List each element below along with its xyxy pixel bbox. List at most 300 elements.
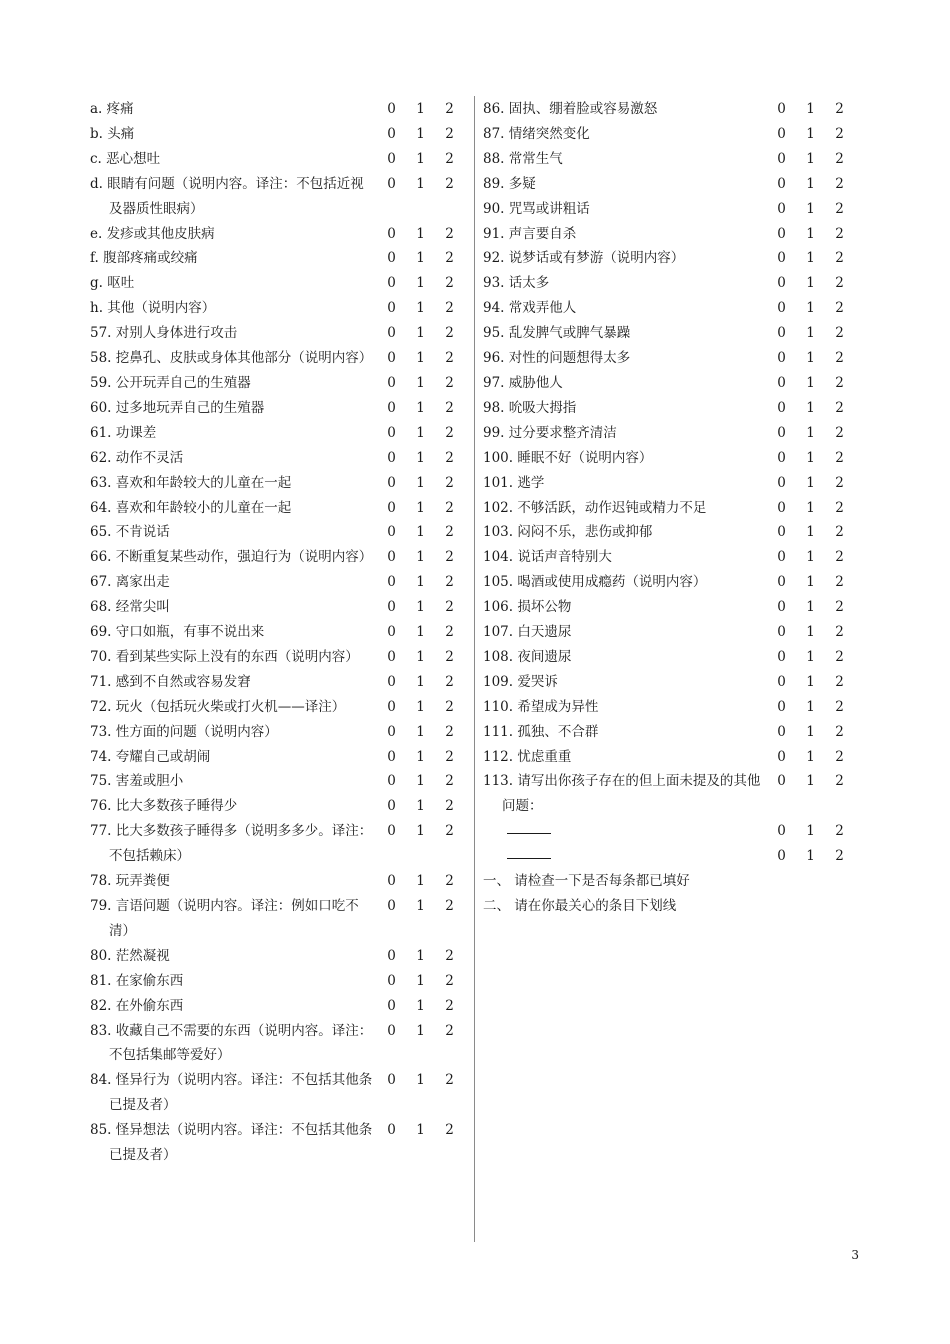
score-option-1[interactable]: 1	[806, 250, 815, 267]
score-option-1[interactable]: 1	[416, 997, 425, 1014]
item-text: 87. 情绪突然变化	[483, 125, 590, 142]
checklist-item	[90, 794, 452, 819]
score-option-2[interactable]: 2	[835, 150, 844, 167]
item-text: a. 疼痛	[90, 101, 134, 117]
score-option-2[interactable]: 2	[445, 1022, 454, 1039]
score-option-0[interactable]: 0	[387, 624, 396, 641]
checklist-item	[483, 222, 844, 247]
item-text: f. 腹部疼痛或绞痛	[90, 250, 198, 267]
score-option-2[interactable]: 2	[445, 424, 454, 441]
score-option-1[interactable]: 1	[416, 350, 425, 367]
checklist-item	[90, 994, 452, 1019]
checklist-item	[483, 769, 844, 819]
score-option-1[interactable]: 1	[806, 723, 815, 740]
checklist-item	[90, 122, 452, 147]
checklist-item	[483, 745, 844, 770]
checklist-item	[90, 346, 452, 371]
score-option-0[interactable]: 0	[387, 972, 396, 989]
checklist-item	[90, 172, 452, 222]
score-option-0[interactable]: 0	[387, 823, 396, 840]
checklist-item	[90, 496, 452, 521]
score-option-2[interactable]: 2	[445, 449, 454, 466]
score-option-2[interactable]: 2	[445, 773, 454, 790]
score-option-2[interactable]: 2	[835, 325, 844, 342]
score-option-2[interactable]: 2	[445, 399, 454, 416]
item-text: 110. 希望成为异性	[483, 698, 599, 715]
score-option-2[interactable]: 2	[445, 624, 454, 641]
score-option-0[interactable]: 0	[387, 424, 396, 441]
score-option-1[interactable]: 1	[416, 250, 425, 267]
score-option-0[interactable]: 0	[387, 300, 396, 317]
checklist-item	[483, 570, 844, 595]
score-option-0[interactable]: 0	[387, 1072, 396, 1089]
column-divider	[474, 96, 475, 1242]
score-option-1[interactable]: 1	[806, 474, 815, 491]
score-option-0[interactable]: 0	[387, 648, 396, 665]
checklist-item	[483, 421, 844, 446]
score-option-1[interactable]: 1	[416, 698, 425, 715]
score-option-0[interactable]: 0	[387, 574, 396, 591]
score-option-0[interactable]: 0	[777, 748, 786, 765]
score-option-0[interactable]: 0	[387, 1122, 396, 1139]
score-option-2[interactable]: 2	[835, 624, 844, 641]
checklist-item	[483, 246, 844, 271]
score-option-1[interactable]: 1	[416, 225, 425, 242]
score-option-0[interactable]: 0	[387, 723, 396, 740]
score-option-2[interactable]: 2	[835, 773, 844, 790]
item-text: 86. 固执、绷着脸或容易激怒	[483, 101, 658, 117]
score-option-2[interactable]: 2	[835, 424, 844, 441]
checklist-item	[90, 271, 452, 296]
score-option-1[interactable]: 1	[416, 673, 425, 690]
score-option-2[interactable]: 2	[445, 599, 454, 616]
score-option-2[interactable]: 2	[835, 599, 844, 616]
score-option-2[interactable]: 2	[835, 723, 844, 740]
item-text: 91. 声言要自杀	[483, 225, 577, 242]
score-option-1[interactable]: 1	[806, 748, 815, 765]
score-option-2[interactable]: 2	[835, 350, 844, 367]
score-option-0[interactable]: 0	[777, 225, 786, 242]
item-text: 70. 看到某些实际上没有的东西（说明内容）	[90, 648, 359, 665]
score-option-0[interactable]: 0	[387, 474, 396, 491]
score-option-2[interactable]: 2	[835, 125, 844, 142]
item-text: 111. 孤独、不合群	[483, 723, 599, 740]
score-option-1[interactable]: 1	[806, 374, 815, 391]
score-option-0[interactable]: 0	[777, 175, 786, 192]
item-text: 105. 喝酒或使用成瘾药（说明内容）	[483, 574, 707, 591]
score-option-1[interactable]: 1	[416, 723, 425, 740]
item-text: 100. 睡眠不好（说明内容）	[483, 449, 653, 466]
score-option-0[interactable]: 0	[777, 499, 786, 516]
score-option-1[interactable]: 1	[806, 673, 815, 690]
score-option-2[interactable]: 2	[835, 399, 844, 416]
score-option-1[interactable]: 1	[416, 424, 425, 441]
score-option-0[interactable]: 0	[387, 524, 396, 541]
score-option-0[interactable]: 0	[387, 225, 396, 242]
checklist-item	[90, 371, 452, 396]
score-option-2[interactable]: 2	[835, 673, 844, 690]
score-option-0[interactable]: 0	[777, 350, 786, 367]
item-text: 93. 话太多	[483, 275, 550, 292]
score-option-2[interactable]: 2	[835, 275, 844, 292]
score-option-0[interactable]: 0	[387, 399, 396, 416]
score-option-0[interactable]: 0	[777, 150, 786, 167]
item-text: 80. 茫然凝视	[90, 947, 170, 964]
score-option-2[interactable]: 2	[445, 150, 454, 167]
item-text: 96. 对性的问题想得太多	[483, 350, 631, 367]
checklist-item	[483, 271, 844, 296]
checklist-item	[90, 421, 452, 446]
item-text: 62. 动作不灵活	[90, 449, 184, 466]
checklist-item	[483, 346, 844, 371]
score-option-1[interactable]: 1	[416, 574, 425, 591]
score-option-0[interactable]: 0	[777, 648, 786, 665]
score-option-2[interactable]: 2	[835, 175, 844, 192]
score-option-0[interactable]: 0	[387, 325, 396, 342]
score-option-1[interactable]: 1	[806, 325, 815, 342]
score-option-2[interactable]: 2	[445, 374, 454, 391]
score-option-1[interactable]: 1	[416, 898, 425, 914]
item-text: 74. 夸耀自己或胡闹	[90, 748, 211, 765]
score-option-1[interactable]: 1	[416, 947, 425, 964]
score-option-1[interactable]: 1	[806, 698, 815, 715]
score-option-2[interactable]: 2	[445, 947, 454, 964]
score-option-1[interactable]: 1	[806, 549, 815, 566]
score-option-0[interactable]: 0	[387, 898, 396, 914]
item-text: 88. 常常生气	[483, 150, 563, 167]
score-option-0[interactable]: 0	[777, 374, 786, 391]
score-option-1[interactable]: 1	[416, 150, 425, 167]
item-text: 72. 玩火（包括玩火柴或打火机——译注）	[90, 698, 346, 715]
score-option-0[interactable]: 0	[777, 673, 786, 690]
score-option-2[interactable]: 2	[835, 574, 844, 591]
item-text: 109. 爱哭诉	[483, 673, 558, 690]
score-option-0[interactable]: 0	[777, 250, 786, 267]
score-option-1[interactable]: 1	[806, 574, 815, 591]
score-option-2[interactable]: 2	[445, 673, 454, 690]
score-option-1[interactable]: 1	[806, 424, 815, 441]
score-option-0[interactable]: 0	[777, 200, 786, 217]
checklist-item	[90, 396, 452, 421]
score-option-1[interactable]: 1	[806, 823, 815, 840]
score-option-0[interactable]: 0	[777, 574, 786, 591]
score-option-1[interactable]: 1	[806, 773, 815, 790]
item-text: d. 眼睛有问题（说明内容。译注：不包括近视及器质性眼病）	[90, 175, 364, 217]
score-option-2[interactable]: 2	[445, 175, 454, 192]
score-option-1[interactable]: 1	[416, 399, 425, 416]
score-option-2[interactable]: 2	[445, 225, 454, 242]
score-option-2[interactable]: 2	[835, 524, 844, 541]
item-text: 64. 喜欢和年龄较小的儿童在一起	[90, 499, 292, 516]
score-option-2[interactable]: 2	[835, 499, 844, 516]
score-option-1[interactable]: 1	[416, 175, 425, 192]
score-option-2[interactable]: 2	[835, 648, 844, 665]
score-option-1[interactable]: 1	[806, 275, 815, 292]
score-option-1[interactable]: 1	[806, 648, 815, 665]
score-option-0[interactable]: 0	[387, 125, 396, 142]
score-option-0[interactable]: 0	[777, 125, 786, 142]
score-option-1[interactable]: 1	[416, 300, 425, 317]
score-option-2[interactable]: 2	[445, 997, 454, 1014]
score-option-0[interactable]: 0	[777, 773, 786, 790]
blank-line[interactable]	[507, 844, 551, 859]
score-option-1[interactable]: 1	[416, 549, 425, 566]
item-text: 84. 怪异行为（说明内容。译注：不包括其他条已提及者）	[90, 1072, 373, 1114]
score-option-0[interactable]: 0	[387, 773, 396, 790]
score-option-2[interactable]: 2	[445, 474, 454, 491]
left-column	[90, 97, 452, 1168]
score-option-0[interactable]: 0	[387, 250, 396, 267]
score-option-1[interactable]: 1	[416, 1072, 425, 1089]
score-option-2[interactable]: 2	[445, 1122, 454, 1139]
score-option-0[interactable]: 0	[387, 350, 396, 367]
checklist-item	[483, 520, 844, 545]
score-option-2[interactable]: 2	[445, 325, 454, 342]
score-option-2[interactable]: 2	[835, 200, 844, 217]
item-text: 67. 离家出走	[90, 574, 170, 591]
item-text: 57. 对别人身体进行攻击	[90, 325, 238, 342]
item-text: 76. 比大多数孩子睡得少	[90, 798, 238, 815]
score-option-0[interactable]: 0	[387, 673, 396, 690]
checklist-item	[90, 720, 452, 745]
score-option-2[interactable]: 2	[835, 549, 844, 566]
score-option-2[interactable]: 2	[445, 798, 454, 815]
instruction-note: 一、 请检查一下是否每条都已填好	[483, 873, 690, 890]
score-option-0[interactable]: 0	[387, 798, 396, 815]
checklist-item	[483, 595, 844, 620]
checklist-item	[90, 695, 452, 720]
score-option-2[interactable]: 2	[445, 898, 454, 914]
score-option-1[interactable]: 1	[806, 599, 815, 616]
checklist-item	[90, 670, 452, 695]
score-option-1[interactable]: 1	[416, 1022, 425, 1039]
item-text: 71. 感到不自然或容易发窘	[90, 673, 251, 690]
score-option-2[interactable]: 2	[835, 374, 844, 391]
score-option-0[interactable]: 0	[777, 549, 786, 566]
score-option-1[interactable]: 1	[806, 350, 815, 367]
checklist-item	[90, 471, 452, 496]
score-option-0[interactable]: 0	[387, 549, 396, 566]
blank-answer-row	[483, 819, 844, 844]
checklist-item	[483, 172, 844, 197]
item-text: c. 恶心想吐	[90, 150, 161, 167]
score-option-1[interactable]: 1	[416, 599, 425, 616]
checklist-item	[90, 620, 452, 645]
checklist-item	[90, 1019, 452, 1069]
checklist-item	[90, 446, 452, 471]
checklist-item	[483, 197, 844, 222]
score-option-1[interactable]: 1	[806, 524, 815, 541]
score-option-2[interactable]: 2	[835, 474, 844, 491]
score-option-1[interactable]: 1	[416, 972, 425, 989]
item-text: 63. 喜欢和年龄较大的儿童在一起	[90, 474, 292, 491]
checklist-item	[90, 869, 452, 894]
score-option-2[interactable]: 2	[445, 300, 454, 317]
item-text: b. 头痛	[90, 125, 135, 142]
score-option-0[interactable]: 0	[387, 374, 396, 391]
score-option-1[interactable]: 1	[416, 524, 425, 541]
score-option-2[interactable]: 2	[445, 723, 454, 740]
checklist-item	[483, 446, 844, 471]
score-option-2[interactable]: 2	[835, 449, 844, 466]
score-option-2[interactable]: 2	[445, 524, 454, 541]
score-option-1[interactable]: 1	[416, 648, 425, 665]
score-option-0[interactable]: 0	[777, 848, 786, 865]
score-option-0[interactable]: 0	[387, 997, 396, 1014]
page-number: 3	[851, 1248, 859, 1262]
score-option-2[interactable]: 2	[445, 275, 454, 292]
score-option-2[interactable]: 2	[445, 648, 454, 665]
score-option-1[interactable]: 1	[416, 798, 425, 815]
item-text: 92. 说梦话或有梦游（说明内容）	[483, 250, 685, 267]
checklist-item	[90, 545, 452, 570]
score-option-2[interactable]: 2	[445, 250, 454, 267]
score-option-1[interactable]: 1	[416, 748, 425, 765]
item-text: 83. 收藏自己不需要的东西（说明内容。译注：不包括集邮等爱好）	[90, 1022, 373, 1064]
score-option-0[interactable]: 0	[387, 175, 396, 192]
score-option-0[interactable]: 0	[777, 101, 786, 117]
checklist-item	[90, 969, 452, 994]
score-option-0[interactable]: 0	[777, 599, 786, 616]
checklist-item	[483, 371, 844, 396]
score-option-0[interactable]: 0	[777, 275, 786, 292]
checklist-item	[483, 296, 844, 321]
score-option-2[interactable]: 2	[445, 698, 454, 715]
item-text: e. 发疹或其他皮肤病	[90, 225, 215, 242]
score-option-0[interactable]: 0	[387, 873, 396, 890]
score-option-1[interactable]: 1	[806, 225, 815, 242]
item-text: 106. 损坏公物	[483, 599, 572, 616]
checklist-item	[483, 695, 844, 720]
score-option-1[interactable]: 1	[416, 101, 425, 117]
checklist-item	[483, 670, 844, 695]
item-text: 98. 吮吸大拇指	[483, 399, 577, 416]
score-option-0[interactable]: 0	[387, 150, 396, 167]
score-option-0[interactable]: 0	[777, 474, 786, 491]
score-option-0[interactable]: 0	[387, 599, 396, 616]
score-option-2[interactable]: 2	[445, 101, 454, 117]
score-option-0[interactable]: 0	[387, 275, 396, 292]
score-option-1[interactable]: 1	[416, 873, 425, 890]
score-option-1[interactable]: 1	[416, 275, 425, 292]
score-option-1[interactable]: 1	[806, 449, 815, 466]
score-option-0[interactable]: 0	[777, 449, 786, 466]
item-text: 81. 在家偷东西	[90, 972, 184, 989]
score-option-1[interactable]: 1	[416, 125, 425, 142]
score-option-1[interactable]: 1	[416, 474, 425, 491]
score-option-2[interactable]: 2	[445, 350, 454, 367]
score-option-2[interactable]: 2	[835, 698, 844, 715]
score-option-2[interactable]: 2	[835, 225, 844, 242]
score-option-1[interactable]: 1	[416, 499, 425, 516]
item-text: 60. 过多地玩弄自己的生殖器	[90, 399, 265, 416]
item-text: 107. 白天遗尿	[483, 624, 572, 641]
score-option-0[interactable]: 0	[387, 698, 396, 715]
score-option-0[interactable]: 0	[387, 748, 396, 765]
score-option-1[interactable]: 1	[806, 300, 815, 317]
item-text: 75. 害羞或胆小	[90, 773, 184, 790]
item-text: 99. 过分要求整齐清洁	[483, 424, 617, 441]
score-option-1[interactable]: 1	[806, 175, 815, 192]
checklist-item	[483, 720, 844, 745]
checklist-item	[90, 1118, 452, 1168]
score-option-0[interactable]: 0	[777, 399, 786, 416]
score-option-1[interactable]: 1	[416, 449, 425, 466]
checklist-item	[90, 97, 452, 122]
score-option-2[interactable]: 2	[445, 972, 454, 989]
score-option-2[interactable]: 2	[445, 748, 454, 765]
score-option-0[interactable]: 0	[387, 499, 396, 516]
score-option-2[interactable]: 2	[445, 873, 454, 890]
score-option-2[interactable]: 2	[445, 1072, 454, 1089]
score-option-0[interactable]: 0	[777, 624, 786, 641]
score-option-2[interactable]: 2	[445, 823, 454, 840]
score-option-2[interactable]: 2	[445, 125, 454, 142]
checklist-item	[90, 321, 452, 346]
score-option-1[interactable]: 1	[416, 773, 425, 790]
score-option-0[interactable]: 0	[387, 947, 396, 964]
score-option-2[interactable]: 2	[835, 823, 844, 840]
score-option-1[interactable]: 1	[806, 624, 815, 641]
score-option-1[interactable]: 1	[416, 374, 425, 391]
score-option-1[interactable]: 1	[806, 101, 815, 117]
checklist-item	[90, 222, 452, 247]
score-option-1[interactable]: 1	[416, 325, 425, 342]
blank-line[interactable]	[507, 819, 551, 834]
score-option-0[interactable]: 0	[777, 424, 786, 441]
item-text: 85. 怪异想法（说明内容。译注：不包括其他条已提及者）	[90, 1122, 373, 1164]
score-option-1[interactable]: 1	[806, 499, 815, 516]
score-option-1[interactable]: 1	[806, 399, 815, 416]
score-option-1[interactable]: 1	[806, 125, 815, 142]
score-option-2[interactable]: 2	[835, 101, 844, 117]
score-option-0[interactable]: 0	[387, 1022, 396, 1039]
score-option-0[interactable]: 0	[777, 325, 786, 342]
score-option-2[interactable]: 2	[445, 549, 454, 566]
score-option-0[interactable]: 0	[777, 524, 786, 541]
score-option-0[interactable]: 0	[777, 723, 786, 740]
score-option-2[interactable]: 2	[835, 748, 844, 765]
score-option-0[interactable]: 0	[777, 698, 786, 715]
item-text: g. 呕吐	[90, 275, 135, 292]
item-text: 79. 言语问题（说明内容。译注：例如口吃不清）	[90, 898, 359, 939]
checklist-item	[483, 471, 844, 496]
score-option-2[interactable]: 2	[835, 848, 844, 865]
score-option-0[interactable]: 0	[387, 449, 396, 466]
score-option-0[interactable]: 0	[777, 300, 786, 317]
checklist-item	[90, 1068, 452, 1118]
score-option-2[interactable]: 2	[445, 574, 454, 591]
score-option-1[interactable]: 1	[416, 624, 425, 641]
score-option-1[interactable]: 1	[416, 1122, 425, 1139]
checklist-item	[90, 894, 452, 944]
score-option-1[interactable]: 1	[806, 848, 815, 865]
score-option-0[interactable]: 0	[777, 823, 786, 840]
item-text: 90. 咒骂或讲粗话	[483, 200, 590, 217]
item-text: 58. 挖鼻孔、皮肤或身体其他部分（说明内容）	[90, 350, 373, 367]
item-text: 94. 常戏弄他人	[483, 300, 577, 317]
score-option-1[interactable]: 1	[806, 200, 815, 217]
score-option-2[interactable]: 2	[445, 499, 454, 516]
score-option-2[interactable]: 2	[835, 250, 844, 267]
checklist-item	[483, 321, 844, 346]
score-option-1[interactable]: 1	[806, 150, 815, 167]
score-option-2[interactable]: 2	[835, 300, 844, 317]
score-option-0[interactable]: 0	[387, 101, 396, 117]
score-option-1[interactable]: 1	[416, 823, 425, 840]
checklist-item	[90, 296, 452, 321]
checklist-item	[90, 147, 452, 172]
